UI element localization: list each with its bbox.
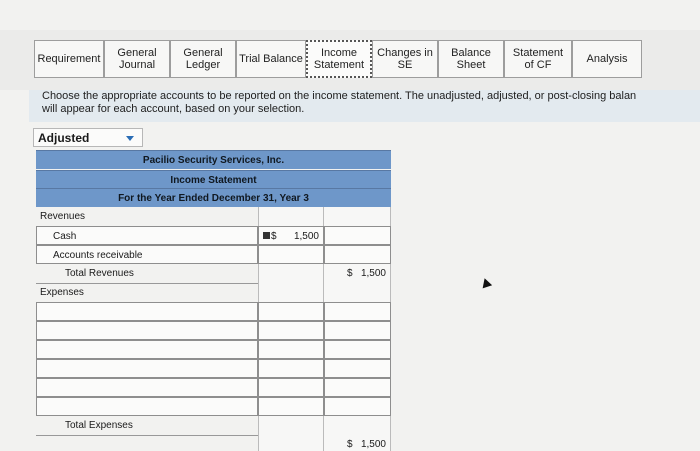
tab-bar [0, 30, 700, 90]
account-select-expense[interactable] [36, 378, 258, 397]
comment-indicator-icon [263, 232, 270, 239]
amount-cell-ar[interactable] [258, 245, 324, 264]
tab-label: Trial Balance [239, 53, 303, 65]
statement-title: Income Statement [36, 170, 391, 189]
account-select-expense[interactable] [36, 397, 258, 416]
tab-label: Balance Sheet [451, 47, 491, 71]
table-row [36, 302, 391, 321]
table-row [36, 397, 391, 416]
instruction-line-2: will appear for each account, based on your selection. [42, 103, 305, 115]
total-revenues-label: Total Revenues [65, 268, 134, 279]
tab-label: Analysis [586, 53, 628, 65]
tab-general-ledger[interactable] [170, 40, 236, 78]
total-revenues-value: 1,500 [360, 268, 386, 279]
dollar-sign: $ [271, 231, 277, 242]
tab-analysis[interactable] [572, 40, 642, 78]
tab-label: Income Statement [313, 47, 365, 71]
amount-cell-expense[interactable] [258, 302, 324, 321]
table-row [36, 321, 391, 340]
table-row [36, 264, 391, 283]
tab-statement-of-cf[interactable] [504, 40, 572, 78]
tab-requirement[interactable] [34, 40, 104, 78]
amount-cell-expense[interactable] [258, 340, 324, 359]
tab-label: Requirement [37, 53, 101, 65]
instruction-box [29, 90, 700, 122]
table-row [36, 283, 391, 302]
amount-cell-expense[interactable] [258, 378, 324, 397]
account-label: Accounts receivable [53, 250, 143, 261]
mouse-cursor-icon [480, 277, 492, 289]
amount-cell-expense[interactable] [258, 321, 324, 340]
amount-cell-cash[interactable] [258, 226, 324, 245]
expenses-heading: Expenses [40, 287, 84, 298]
account-label: Cash [53, 231, 77, 242]
total-expenses-label: Total Expenses [65, 420, 133, 431]
tab-label: General Journal [117, 47, 157, 71]
amount-value: 1,500 [293, 231, 319, 242]
amount-cell-expense[interactable] [258, 397, 324, 416]
balance-type-value: Adjusted [38, 131, 90, 145]
table-row [36, 416, 391, 435]
dollar-sign: $ [347, 439, 353, 450]
table-row [36, 359, 391, 378]
dollar-sign: $ [347, 268, 353, 279]
account-select-ar[interactable] [36, 245, 258, 264]
tab-label: Changes in SE [377, 47, 433, 71]
account-select-expense[interactable] [36, 359, 258, 378]
table-row [36, 207, 391, 226]
total-expenses-value: 1,500 [360, 439, 386, 450]
amount-cell-expense[interactable] [258, 359, 324, 378]
tab-trial-balance[interactable] [236, 40, 306, 78]
table-row [36, 378, 391, 397]
statement-period: For the Year Ended December 31, Year 3 [36, 188, 391, 207]
revenues-heading: Revenues [40, 211, 86, 222]
tab-income-statement[interactable] [306, 40, 372, 78]
balance-type-select[interactable] [33, 128, 143, 147]
instruction-line-1: Choose the appropriate accounts to be reported on the income statement. The unadjusted, adjusted, or post-closing balan [42, 90, 637, 102]
table-row [36, 226, 391, 245]
tab-balance-sheet[interactable] [438, 40, 504, 78]
account-select-expense[interactable] [36, 340, 258, 359]
table-row [36, 340, 391, 359]
tab-label: General Ledger [183, 47, 223, 71]
table-row [36, 245, 391, 264]
tab-label: Statement of CF [512, 47, 564, 71]
account-select-expense[interactable] [36, 302, 258, 321]
account-select-expense[interactable] [36, 321, 258, 340]
statement-company: Pacilio Security Services, Inc. [36, 150, 391, 169]
tab-general-journal[interactable] [104, 40, 170, 78]
tab-changes-in-se[interactable] [372, 40, 438, 78]
table-row [36, 435, 391, 451]
account-select-cash[interactable] [36, 226, 258, 245]
chevron-down-icon [126, 136, 134, 141]
